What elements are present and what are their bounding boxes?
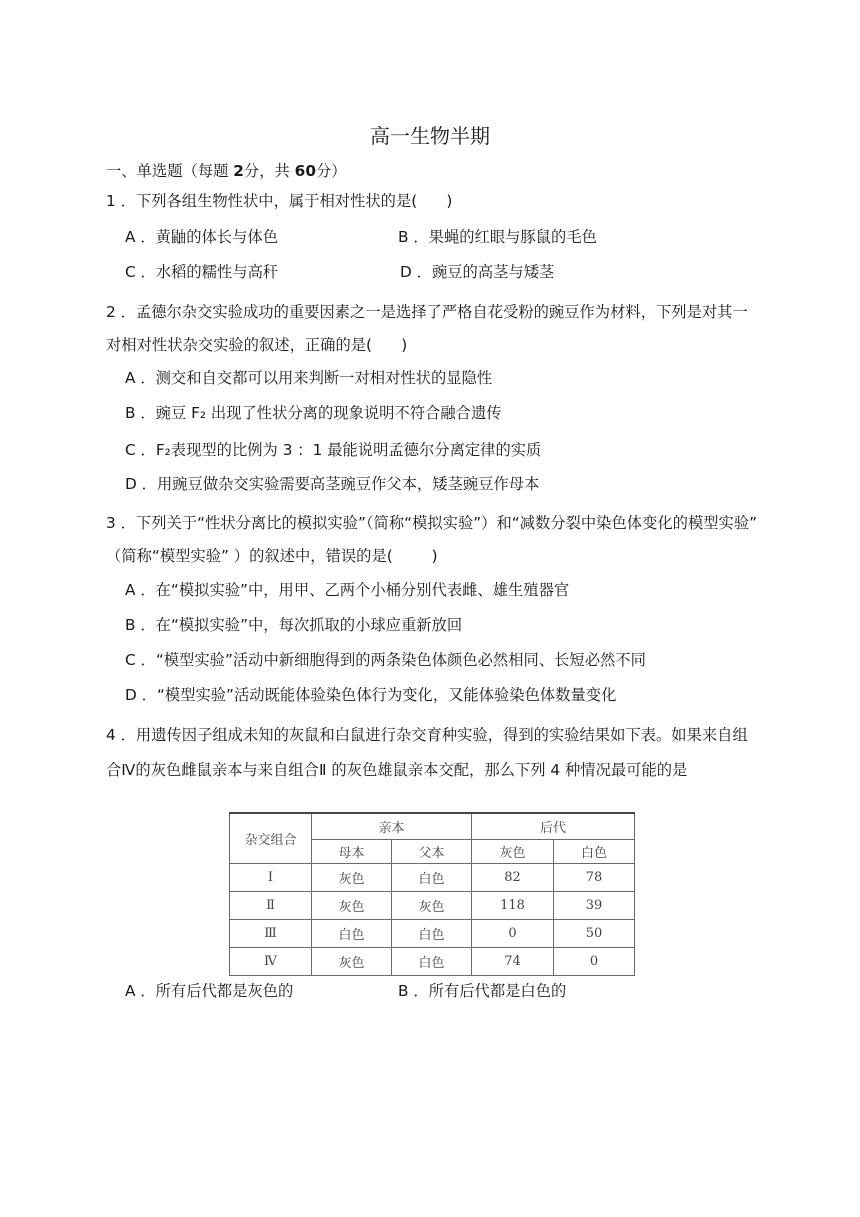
table-row	[230, 920, 635, 948]
header-offspring: 后代	[472, 813, 635, 840]
table-cell: 118	[472, 892, 554, 920]
table-cell: 灰色	[312, 864, 392, 892]
section-heading-suffix: 分）	[315, 162, 347, 180]
header-father: 父本	[392, 840, 472, 864]
question-2-stem-line-1: 2 ．孟德尔杂交实验成功的重要因素之一是选择了严格自花受粉的豌豆作为材料，下列是对其一	[106, 303, 748, 321]
table-cell: 灰色	[392, 892, 472, 920]
question-4-option-a: A ．所有后代都是灰色的	[125, 982, 294, 1000]
question-3-option-b: B ．在“模拟实验”中，每次抓取的小球应重新放回	[125, 616, 463, 634]
table-cell: Ⅲ	[230, 920, 312, 948]
table-cell: 0	[472, 920, 554, 948]
question-3-option-d: D ．“模型实验”活动既能体验染色体行为变化，又能体验染色体数量变化	[125, 686, 617, 704]
table-cell: 78	[554, 864, 635, 892]
question-2-stem-line-2: 对相对性状杂交实验的叙述，正确的是( )	[106, 336, 408, 354]
table-row	[230, 892, 635, 920]
question-1-option-c: C ．水稻的糯性与高秆	[125, 263, 279, 281]
question-2-option-d: D ．用豌豆做杂交实验需要高茎豌豆作父本，矮茎豌豆作母本	[125, 475, 540, 493]
question-1-option-a: A ．黄鼬的体长与体色	[125, 228, 278, 246]
header-white: 白色	[554, 840, 635, 864]
header-gray: 灰色	[472, 840, 554, 864]
table-cell: 白色	[392, 948, 472, 976]
cross-results-table	[229, 812, 635, 976]
header-parents: 亲本	[312, 813, 472, 840]
table-cell: 白色	[392, 920, 472, 948]
question-3-stem-line-2: （简称“模型实验” ）的叙述中，错误的是( )	[106, 547, 438, 565]
table-cell: Ⅱ	[230, 892, 312, 920]
question-4-option-b: B ．所有后代都是白色的	[398, 982, 567, 1000]
table-cell: 74	[472, 948, 554, 976]
table-cell: Ⅳ	[230, 948, 312, 976]
question-2-option-b: B ．豌豆 F₂ 出现了性状分离的现象说明不符合融合遗传	[125, 404, 502, 422]
question-2-option-a: A ．测交和自交都可以用来判断一对相对性状的显隐性	[125, 369, 493, 387]
question-1-option-d: D ．豌豆的高茎与矮茎	[400, 263, 555, 281]
question-1-stem: 1 ．下列各组生物性状中，属于相对性状的是( )	[106, 192, 453, 210]
header-cross-group: 杂交组合	[230, 813, 312, 864]
table-header-row	[230, 813, 635, 840]
question-3-stem-line-1: 3 ．下列关于“性状分离比的模拟实验”（简称“模拟实验”）和“减数分裂中染色体变化的模型实验”	[106, 514, 758, 532]
table-cell: 0	[554, 948, 635, 976]
question-2-option-c: C ．F₂表现型的比例为 3 ：1 最能说明孟德尔分离定律的实质	[125, 441, 542, 459]
table-cell: 82	[472, 864, 554, 892]
table-row	[230, 948, 635, 976]
section-heading	[106, 161, 347, 181]
table-cell: 白色	[392, 864, 472, 892]
points-per-question: 2	[233, 162, 244, 180]
question-4-stem-line-1: 4 ．用遗传因子组成未知的灰鼠和白鼠进行杂交育种实验，得到的实验结果如下表。如果来自组	[106, 726, 748, 744]
page-title: 高一生物半期	[370, 124, 490, 148]
table-row	[230, 864, 635, 892]
table-cell: 39	[554, 892, 635, 920]
header-mother: 母本	[312, 840, 392, 864]
table-cell: 灰色	[312, 892, 392, 920]
question-3-option-c: C ．“模型实验”活动中新细胞得到的两条染色体颜色必然相同、长短必然不同	[125, 651, 646, 669]
total-points: 60	[294, 162, 316, 180]
question-1-option-b: B ．果蝇的红眼与豚鼠的毛色	[398, 228, 597, 246]
question-4-stem-line-2: 合Ⅳ的灰色雌鼠亲本与来自组合Ⅱ 的灰色雄鼠亲本交配，那么下列 4 种情况最可能的是	[106, 761, 688, 779]
section-heading-middle: 分，共	[243, 162, 295, 180]
table-cell: 灰色	[312, 948, 392, 976]
table-cell: 50	[554, 920, 635, 948]
question-3-option-a: A ．在“模拟实验”中，用甲、乙两个小桶分别代表雌、雄生殖器官	[125, 581, 570, 599]
table-cell: Ⅰ	[230, 864, 312, 892]
cross-results-table-image	[229, 812, 635, 971]
table-cell: 白色	[312, 920, 392, 948]
section-heading-prefix: 一、单选题（每题	[106, 162, 234, 180]
